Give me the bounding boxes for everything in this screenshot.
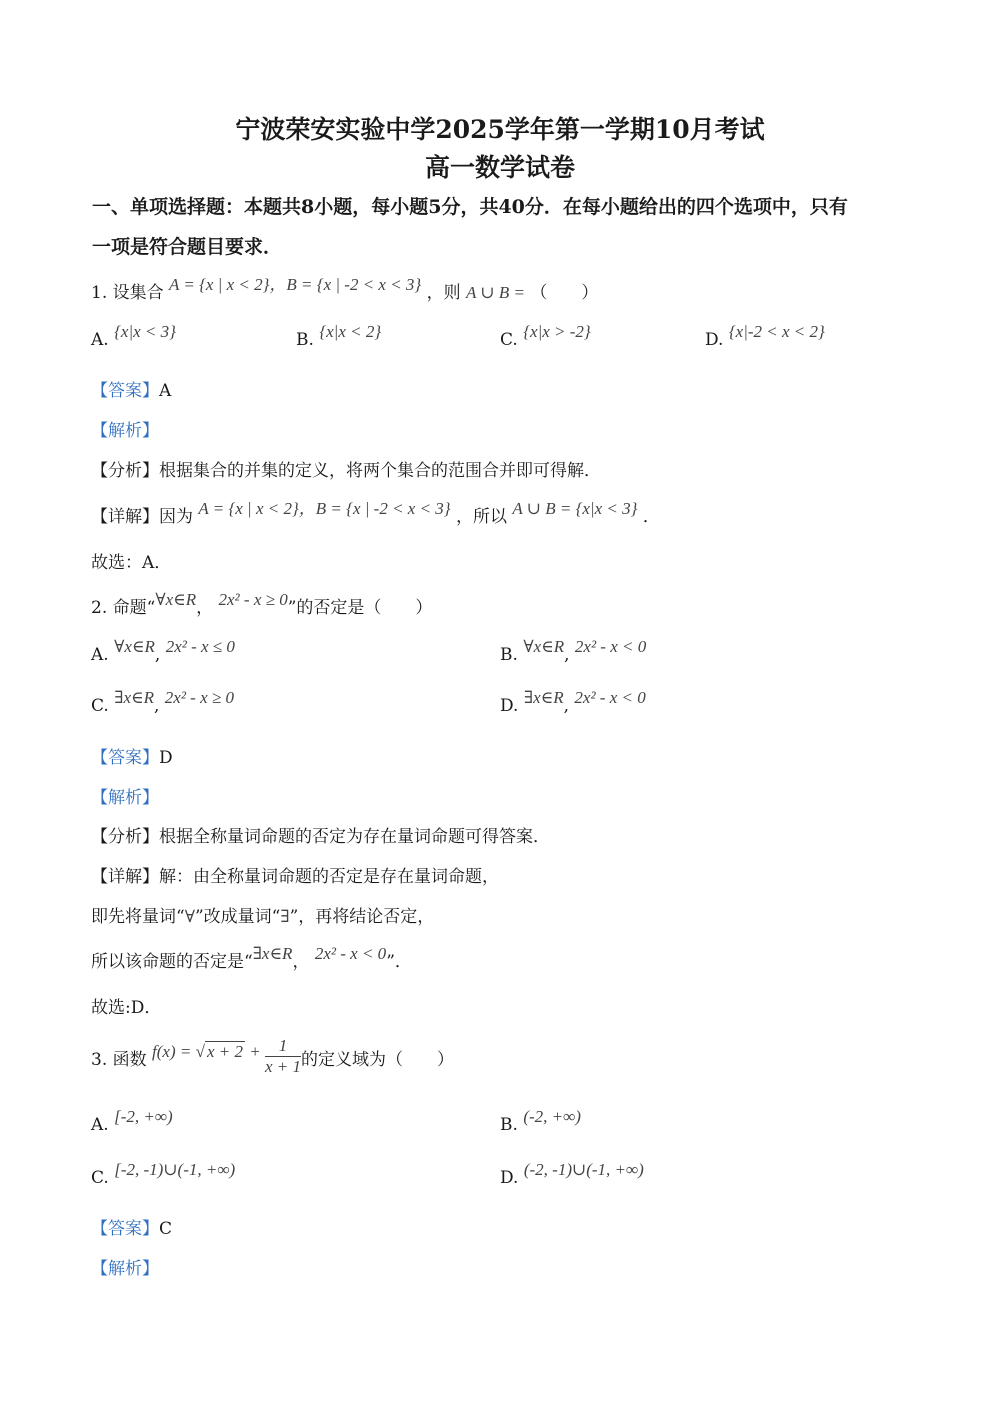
q2-line2-exists: ∃ [280, 907, 290, 926]
q1-stem-math-union: A ∪ B = [466, 283, 525, 302]
q1-stem-mid: ，则 [426, 283, 461, 303]
q1-stem-math-sets: A = {x | x < 2}，B = {x | -2 < x < 3} [169, 275, 422, 294]
q1-conclusion: 故选：A． [91, 553, 172, 573]
q2-option-d-label: D. [500, 696, 519, 716]
q2-line2-post: ”，再将结论否定， [289, 907, 435, 927]
q1-detail-math1: A = {x | x < 2}，B = {x | -2 < x < 3} [198, 499, 451, 518]
q1-detail-math2: A ∪ B = {x|x < 3} [512, 499, 638, 518]
q1-analysis-tag: 【解析】 [91, 421, 159, 441]
q3-fraction-denominator: x + 1 [264, 1057, 301, 1076]
q3-option-b-label: B. [500, 1115, 518, 1135]
q3-option-c [91, 1160, 236, 1188]
q1-detail-mid: ，所以 [456, 507, 508, 527]
q3-option-d-math: (-2, -1)∪(-1, +∞) [523, 1160, 644, 1179]
q3-answer-tag: 【答案】 [91, 1219, 159, 1239]
q2-line3-sep: ， [292, 952, 310, 972]
q2-line2-forall: ∀ [184, 907, 195, 926]
q2-detail-tag: 【详解】 [91, 867, 159, 887]
q3-analysis-tag: 【解析】 [91, 1259, 159, 1279]
q2-analysis [91, 783, 159, 808]
q2-option-c-m1: ∃x∈R [114, 688, 154, 707]
q3-option-a-math: [-2, +∞) [114, 1107, 173, 1126]
exam-subtitle: 高一数学试卷 [424, 153, 575, 182]
exam-title: 宁波荣安实验中学2025学年第一学期10月考试 [235, 115, 765, 144]
q2-option-a-label: A. [91, 645, 109, 665]
q1-option-d-math: {x|-2 < x < 2} [728, 322, 825, 341]
q2-stem-math1: ∀x∈R [155, 590, 197, 609]
q1-option-b-math: {x|x < 2} [319, 322, 382, 341]
q1-analysis [91, 416, 159, 441]
q2-option-b: B. ∀x∈R, 2x² - x < 0 [500, 637, 647, 665]
q1-fenxi-tag: 【分析】 [91, 461, 159, 481]
q2-option-d: D. ∃x∈R, 2x² - x < 0 [500, 688, 646, 716]
q2-detail [91, 862, 499, 887]
q3-option-c-math: [-2, -1)∪(-1, +∞) [114, 1160, 236, 1179]
q1-stem-pre: 1. 设集合 [91, 283, 164, 303]
q2-option-b-m1: ∀x∈R [523, 637, 565, 656]
q3-analysis [91, 1254, 159, 1279]
q2-fenxi-tag: 【分析】 [91, 827, 159, 847]
q1-detail-pre: 因为 [159, 507, 193, 527]
q2-answer [91, 743, 173, 768]
q2-stem-pre: 2. 命题“ [91, 598, 156, 618]
q2-option-c-m2: 2x² - x ≥ 0 [164, 688, 234, 707]
q2-fenxi-text: 根据全称量词命题的否定为存在量词命题可得答案． [159, 827, 550, 847]
q2-stem-math2: 2x² - x ≥ 0 [218, 590, 288, 609]
q1-fenxi-text: 根据集合的并集的定义，将两个集合的范围合并即可得解． [159, 461, 601, 481]
q1-answer [91, 376, 171, 401]
q3-option-c-label: C. [91, 1168, 109, 1188]
section-heading-line2: 一项是符合题目要求． [92, 236, 283, 258]
q1-option-a-math: {x|x < 3} [114, 322, 176, 341]
q2-answer-value: D [159, 748, 173, 768]
q2-stem-sep: ， [196, 598, 214, 618]
q2-option-c: C. ∃x∈R, 2x² - x ≥ 0 [91, 688, 234, 716]
q2-option-c-label: C. [91, 696, 109, 716]
q1-option-c [500, 322, 591, 350]
q2-line2-mid: ”改成量词“ [194, 907, 281, 927]
q1-detail [91, 499, 660, 527]
q2-line3-m2: 2x² - x < 0 [314, 944, 387, 963]
q3-option-b [500, 1107, 581, 1135]
q3-option-b-math: (-2, +∞) [523, 1107, 581, 1126]
section-heading-line1: 一、单项选择题：本题共8小题，每小题5分，共40分．在每小题给出的四个选项中，只有 [92, 196, 848, 218]
q3-answer [91, 1214, 172, 1239]
q2-option-a-m2: 2x² - x ≤ 0 [165, 637, 235, 656]
q3-option-d [500, 1160, 644, 1188]
q3-stem-post: 的定义域为（ ） [300, 1050, 454, 1070]
q3-math-f: f(x) = [152, 1042, 196, 1061]
q2-option-b-label: B. [500, 645, 518, 665]
q1-option-c-label: C. [500, 330, 518, 350]
q3-option-d-label: D. [500, 1168, 519, 1188]
q1-option-a [91, 322, 176, 350]
q2-conclusion: 故选:D． [91, 998, 162, 1018]
q3-fraction-numerator: 1 [265, 1036, 301, 1057]
q2-detail-line3 [91, 944, 412, 972]
q2-option-a-m1: ∀x∈R [114, 637, 155, 656]
q2-answer-tag: 【答案】 [91, 748, 159, 768]
q1-stem-post: （ ） [530, 283, 599, 303]
q3-option-a-label: A. [91, 1115, 109, 1135]
q1-answer-tag: 【答案】 [91, 381, 159, 401]
q1-detail-post: ． [642, 507, 660, 527]
q3-math-plus: + [244, 1042, 265, 1061]
q2-line3-post: ”． [386, 952, 412, 972]
q2-stem-post: ”的否定是（ ） [287, 598, 433, 618]
q1-option-d [705, 322, 825, 350]
q1-option-c-math: {x|x > -2} [523, 322, 591, 341]
q2-line3-m1: ∃x∈R [252, 944, 293, 963]
q3-stem-pre: 3. 函数 [91, 1050, 147, 1070]
q2-option-a: A. ∀x∈R, 2x² - x ≤ 0 [91, 637, 235, 665]
q3-math-sqrt-symbol: √ [195, 1042, 205, 1061]
q1-option-b [296, 322, 382, 350]
q3-answer-value: C [159, 1219, 173, 1239]
q1-answer-value: A [159, 381, 172, 401]
q3-math-sqrt: x + 2 [206, 1042, 243, 1061]
q1-detail-tag: 【详解】 [91, 507, 159, 527]
q2-fenxi [91, 822, 550, 847]
q2-option-d-m1: ∃x∈R [523, 688, 564, 707]
q2-detail-line2 [91, 902, 434, 927]
q3-stem [91, 1036, 454, 1081]
q2-line3-pre: 所以该命题的否定是“ [91, 952, 253, 972]
q1-option-a-label: A. [91, 330, 109, 350]
q2-detail-text: 解：由全称量词命题的否定是存在量词命题， [159, 867, 499, 887]
q1-option-d-label: D. [705, 330, 724, 350]
q2-analysis-tag: 【解析】 [91, 788, 159, 808]
q3-fraction [265, 1036, 301, 1077]
q1-fenxi [91, 456, 601, 481]
q2-option-d-m2: 2x² - x < 0 [574, 688, 646, 707]
q1-stem [91, 275, 599, 303]
q2-line2-pre: 即先将量词“ [91, 907, 185, 927]
q2-stem [91, 590, 433, 618]
q2-option-b-m2: 2x² - x < 0 [574, 637, 647, 656]
q3-option-a [91, 1107, 173, 1135]
q1-option-b-label: B. [296, 330, 314, 350]
